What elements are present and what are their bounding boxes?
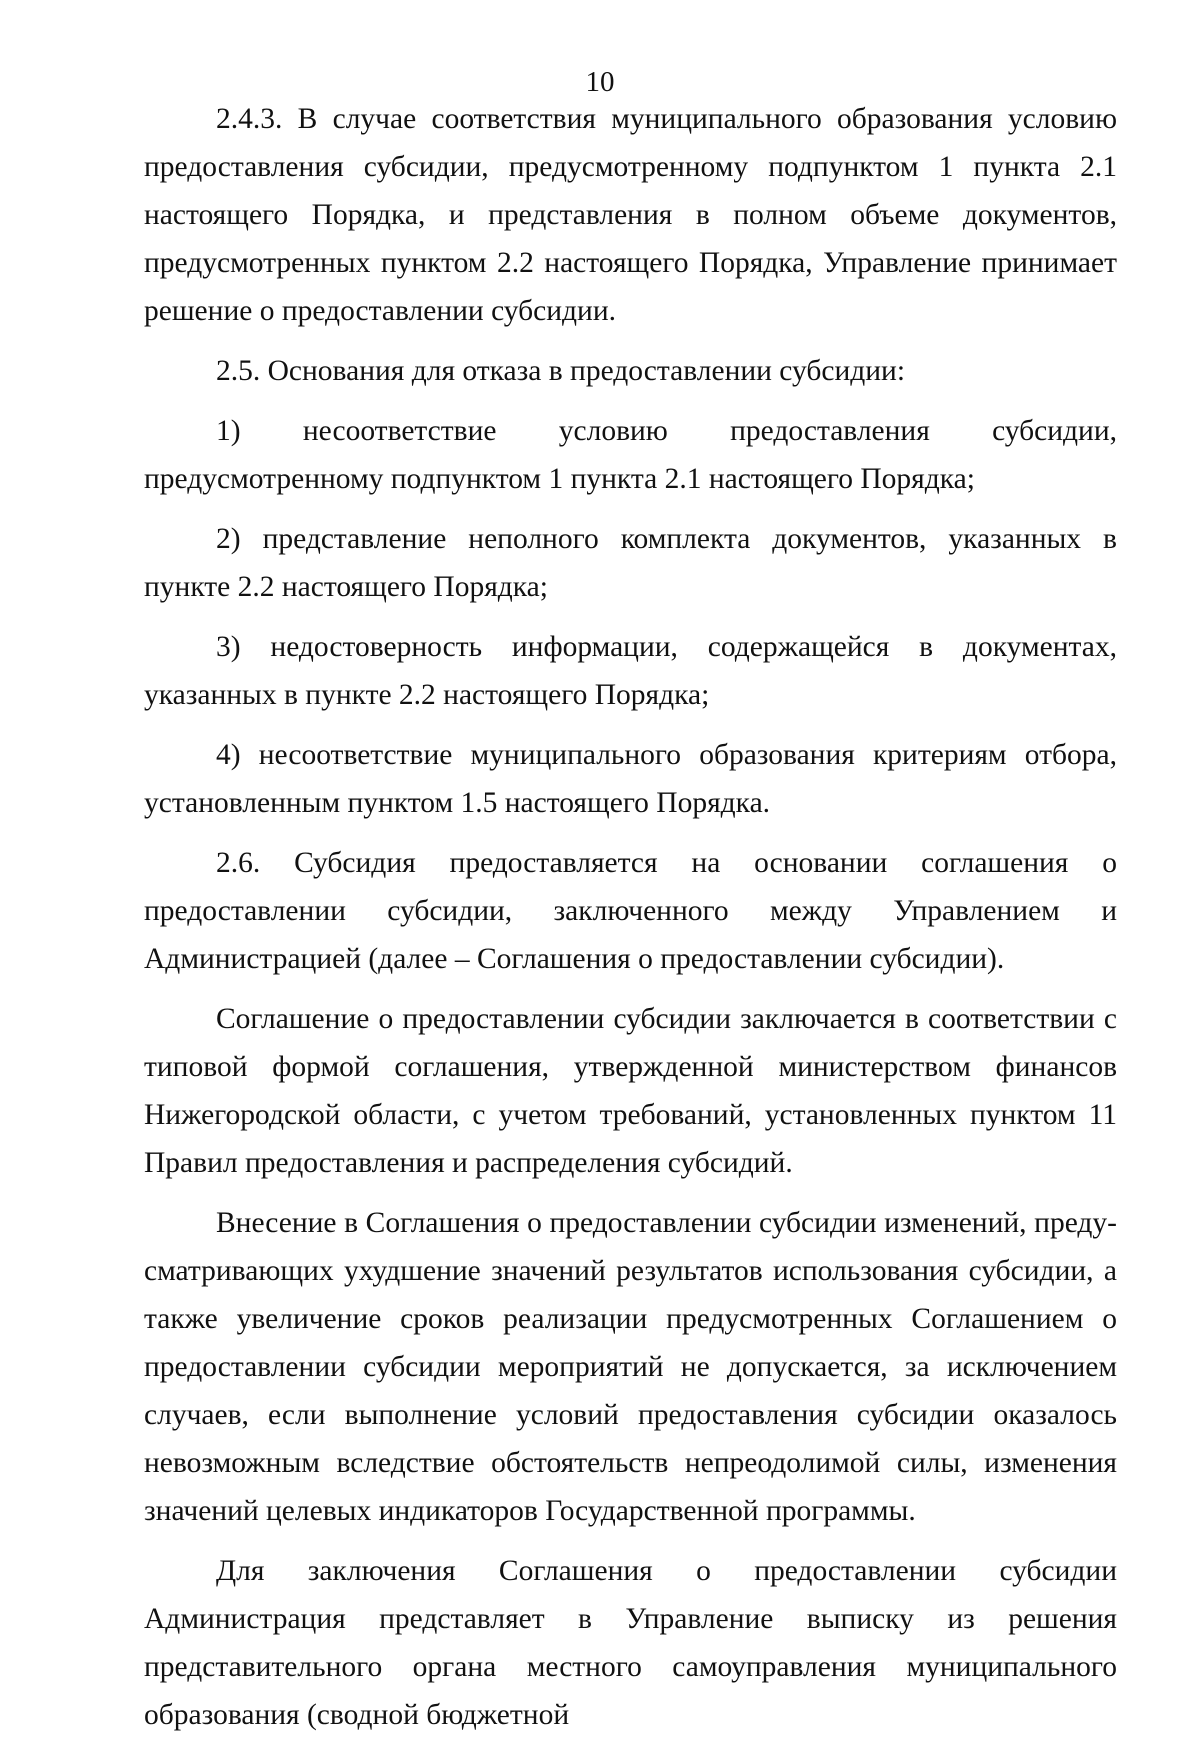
- list-item-1: 1) несоответствие условию предоставления субсидии, предусмотренному подпунктом 1 пункта 2.1 настоящего Порядка;: [144, 415, 1117, 495]
- paragraph-agreement-form: Соглашение о предоставлении субсидии заключается в соответствии с типовой формой соглашения, утвержденной министерством финансов Нижегородской области, с учетом требований, установленных пунктом 11 Правил предоставления и распределения субсидий.: [144, 1003, 1117, 1179]
- list-item-3: 3) недостоверность информации, содержащейся в документах, указанных в пункте 2.2 настоящего Порядка;: [144, 631, 1117, 711]
- page-number: 10: [585, 66, 615, 98]
- paragraph-2-5: 2.5. Основания для отказа в предоставлении субсидии:: [216, 355, 906, 387]
- paragraph-2-4-3: 2.4.3. В случае соответствия муниципального образования условию предоставления субсидии, предусмотренному подпунктом 1 пункта 2.1 настоящего Порядка, и представления в полном объеме документов, предусмотренных пунктом 2.2 настоящего Порядка, Управление принимает решение о предоставлении субсидии.: [144, 103, 1117, 327]
- paragraph-agreement-changes: Внесение в Соглашения о предоставлении субсидии изменений, предусматривающих ухудшение значений результатов использования субсидии, а также увеличение сроков реализации предусмотренных Соглашением о предоставлении субсидии мероприятий не допускается, за исключением случаев, если выполнение условий предоставления субсидии оказалось невозможным вследствие обстоятельств непреодолимой силы, изменения значений целевых индикаторов Государственной программы.: [144, 1207, 1117, 1527]
- paragraph-agreement-conclusion: Для заключения Соглашения о предоставлении субсидии Администрация представляет в Управление выписку из решения представительного органа местного самоуправления муниципального образования (сводной бюджетной: [144, 1555, 1117, 1731]
- document-body: [144, 95, 1117, 1751]
- paragraph-2-6: 2.6. Субсидия предоставляется на основании соглашения о предоставлении субсидии, заключенного между Управлением и Администрацией (далее – Соглашения о предоставлении субсидии).: [144, 847, 1117, 975]
- list-item-2: 2) представление неполного комплекта документов, указанных в пункте 2.2 настоящего Порядка;: [144, 523, 1117, 603]
- list-item-4: 4) несоответствие муниципального образования критериям отбора, установленным пунктом 1.5 настоящего Порядка.: [144, 739, 1117, 819]
